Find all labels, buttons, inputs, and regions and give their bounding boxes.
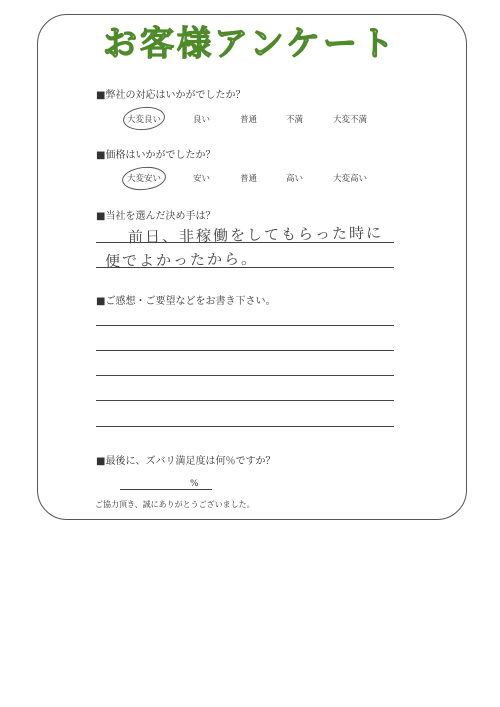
option-service-good[interactable]: 良い xyxy=(193,115,211,125)
percent-unit: % xyxy=(190,479,199,489)
option-service-very-good[interactable]: 大変良い xyxy=(127,115,162,125)
satisfaction-percent-field[interactable] xyxy=(120,489,212,490)
comment-line[interactable] xyxy=(96,400,394,401)
survey-title: お客様アンケート xyxy=(103,24,397,64)
option-price-cheap[interactable]: 安い xyxy=(193,174,211,184)
option-price-very-cheap[interactable]: 大変安い xyxy=(127,174,162,184)
question-service: ■弊社の対応はいかがでしたか？ xyxy=(96,90,246,101)
handwritten-answer-line-1: 前日、非稼働をしてもらった時に xyxy=(127,223,384,247)
option-price-normal[interactable]: 普通 xyxy=(240,174,258,184)
comment-line[interactable] xyxy=(96,426,394,427)
comment-line[interactable] xyxy=(96,375,394,376)
question-price: ■価格はいかがでしたか？ xyxy=(96,150,216,161)
comment-line[interactable] xyxy=(96,325,394,326)
question-satisfaction: ■最後に、ズバリ満足度は何％ですか？ xyxy=(96,456,276,467)
option-service-normal[interactable]: 普通 xyxy=(240,115,258,125)
option-service-dissatisfied[interactable]: 不満 xyxy=(286,115,304,125)
option-price-very-expensive[interactable]: 大変高い xyxy=(333,174,368,184)
option-price-expensive[interactable]: 高い xyxy=(286,174,304,184)
comment-line[interactable] xyxy=(96,350,394,351)
answer-line xyxy=(96,267,394,268)
handwritten-answer-line-2: 便でよかったから。 xyxy=(104,249,259,271)
answer-line xyxy=(96,242,394,243)
footer-thanks: ご協力頂き、誠にありがとうございました。 xyxy=(95,500,255,509)
question-comments: ■ご感想・ご要望などをお書き下さい。 xyxy=(96,296,276,307)
option-service-very-dissatisfied[interactable]: 大変不満 xyxy=(333,115,368,125)
question-reason: ■当社を選んだ決め手は？ xyxy=(96,211,216,222)
